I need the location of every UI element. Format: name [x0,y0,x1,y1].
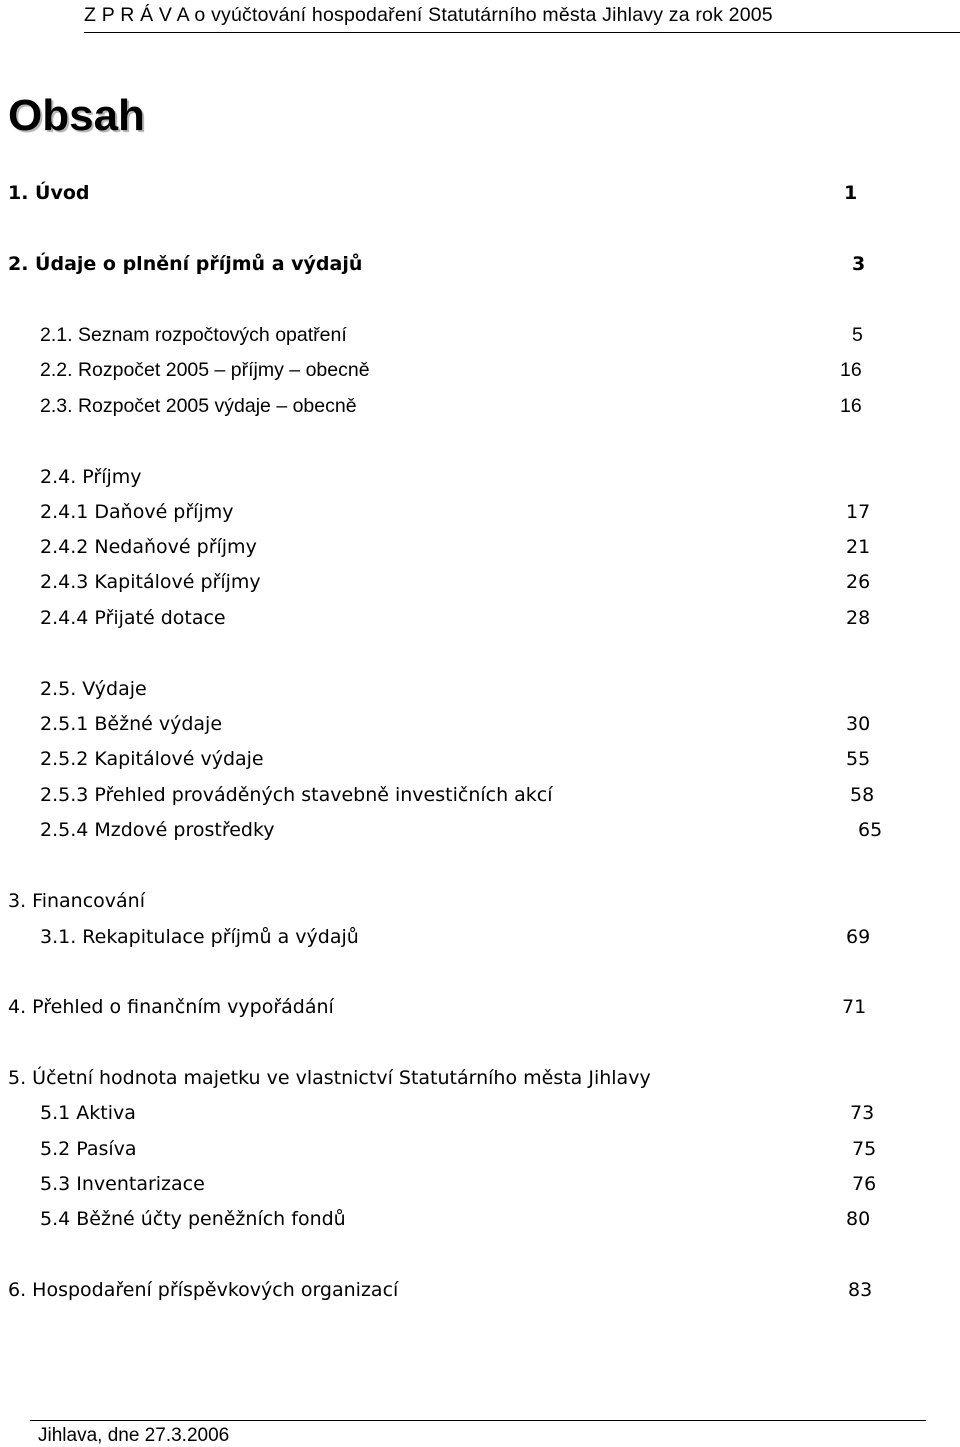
toc-entry-page: 55 [846,748,871,770]
toc-entry-label: 2.5.4 Mzdové prostředky [40,819,275,841]
toc-entry-label: 2.4.1 Daňové příjmy [40,501,234,523]
toc-entry-label: 2.5.2 Kapitálové výdaje [40,748,264,770]
toc-entry-page: 5 [852,324,863,346]
toc-entry-label: 5.2 Pasíva [40,1138,137,1160]
toc-entry-label: 2.5.3 Přehled prováděných stavebně investičních akcí [40,784,553,806]
page-title: Obsah [8,91,145,140]
toc-entry-page: 73 [850,1102,875,1124]
toc-entry-page: 83 [848,1279,873,1301]
toc-entry-label: 2.4.3 Kapitálové příjmy [40,571,261,593]
toc-entry-label: 3. Financování [8,890,145,912]
toc-entry-label: 1. Úvod [8,182,90,204]
toc-entry-label: 2.5.1 Běžné výdaje [40,713,223,735]
toc-entry-page: 17 [846,501,871,523]
toc-entry-label: 2.5. Výdaje [40,678,147,700]
toc-entry-page: 3 [852,253,866,275]
page-footer: Jihlava, dne 27.3.2006 [38,1425,230,1446]
toc-entry-label: 2.1. Seznam rozpočtových opatření [40,324,347,346]
toc-entry-page: 1 [844,182,858,204]
toc-entry-page: 69 [846,926,871,948]
toc-entry-label: 5. Účetní hodnota majetku ve vlastnictví Statutárního města Jihlavy [8,1067,651,1089]
toc-entry-page: 65 [858,819,883,841]
toc-entry-page: 26 [846,571,871,593]
toc-entry-label: 2.4. Příjmy [40,466,142,488]
toc-entry-page: 21 [846,536,871,558]
toc-entry-label: 2.2. Rozpočet 2005 – příjmy – obecně [40,359,370,381]
toc-entry-label: 2.4.4 Přijaté dotace [40,607,226,629]
footer-divider [30,1420,926,1421]
toc-entry-page: 71 [842,996,867,1018]
toc-entry-label: 4. Přehled o finančním vypořádání [8,996,334,1018]
toc-entry-label: 5.1 Aktiva [40,1102,136,1124]
toc-entry-label: 2.4.2 Nedaňové příjmy [40,536,257,558]
toc-entry-page: 58 [850,784,875,806]
page-header: Z P R Á V A o vyúčtování hospodaření Statutárního města Jihlavy za rok 2005 [84,0,960,33]
toc-entry-page: 75 [852,1138,877,1160]
toc-entry-label: 5.3 Inventarizace [40,1173,205,1195]
toc-entry-page: 16 [840,395,862,417]
toc-entry-label: 6. Hospodaření příspěvkových organizací [8,1279,399,1301]
toc-entry-page: 30 [846,713,871,735]
toc-entry-page: 76 [852,1173,877,1195]
toc-entry-page: 16 [840,359,862,381]
toc-entry-page: 80 [846,1208,871,1230]
toc-entry-label: 2. Údaje o plnění příjmů a výdajů [8,253,363,275]
toc-entry-label: 2.3. Rozpočet 2005 výdaje – obecně [40,395,357,417]
toc-entry-page: 28 [846,607,871,629]
toc-entry-label: 5.4 Běžné účty peněžních fondů [40,1208,346,1230]
toc-entry-label: 3.1. Rekapitulace příjmů a výdajů [40,926,359,948]
